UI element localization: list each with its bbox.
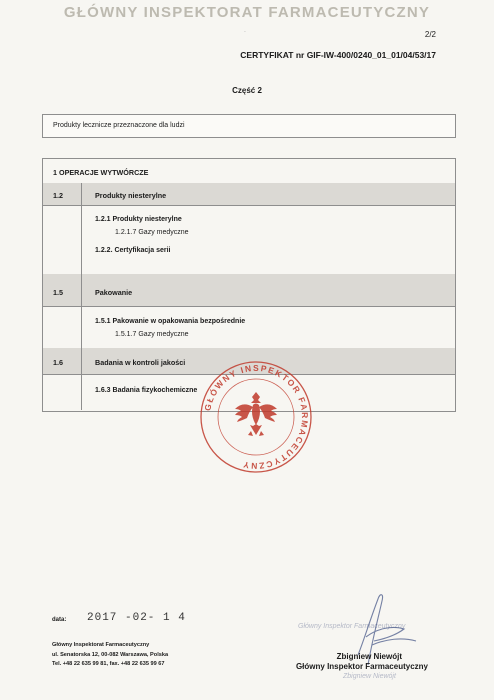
scope-box xyxy=(42,114,456,138)
eagle-emblem-icon xyxy=(235,392,277,436)
row-label: Badania w kontroli jakości xyxy=(95,358,186,367)
table-row-1-5 xyxy=(43,274,455,307)
table-row-1-2 xyxy=(43,183,455,206)
list-item: 1.5.1 Pakowanie w opakowania bezpośrednie xyxy=(95,318,246,325)
list-item: 1.2.2. Certyfikacja serii xyxy=(95,247,171,254)
column-divider xyxy=(81,183,82,205)
certificate-number: CERTYFIKAT nr GIF-IW-400/0240_01_01/04/53/17 xyxy=(240,50,436,60)
row-number: 1.6 xyxy=(53,358,63,367)
scope-text: Produkty lecznicze przeznaczone dla ludzi xyxy=(53,122,185,129)
section-title: 1 OPERACJE WYTWÓRCZE xyxy=(53,168,149,177)
list-item: 1.2.1.7 Gazy medyczne xyxy=(115,229,189,236)
table-row-1-2-details xyxy=(43,205,455,275)
list-item: 1.5.1.7 Gazy medyczne xyxy=(115,331,189,338)
signature-stamp-title: Główny Inspektor Farmaceutyczny xyxy=(298,623,406,630)
page-number: 2/2 xyxy=(424,30,436,39)
institution-header: GŁÓWNY INSPEKTORAT FARMACEUTYCZNY xyxy=(63,4,431,21)
scan-mark: ` xyxy=(244,32,246,38)
date-value: 2017 -02- 1 4 xyxy=(87,612,186,624)
signature-stamp-name: Zbigniew Niewójt xyxy=(343,673,396,680)
section-header-row xyxy=(43,159,455,184)
list-item: 1.2.1 Produkty niesterylne xyxy=(95,216,182,223)
address-line: Główny Inspektorat Farmaceutyczny xyxy=(52,642,150,648)
stamp-ring-text: GŁÓWNY INSPEKTOR FARMACEUTYCZNY xyxy=(202,362,311,472)
issuer-address xyxy=(52,641,168,670)
column-divider xyxy=(81,374,82,410)
signer-title: Główny Inspektor Farmaceutyczny xyxy=(295,662,428,671)
row-number: 1.5 xyxy=(53,288,63,297)
part-heading: Część 2 xyxy=(232,86,262,95)
row-label: Pakowanie xyxy=(95,288,133,297)
address-line: Tel. +48 22 635 99 81, fax. +48 22 635 99 67 xyxy=(52,661,165,667)
column-divider xyxy=(81,306,82,348)
table-row-1-5-details xyxy=(43,306,455,349)
official-stamp xyxy=(196,360,316,475)
row-label: Produkty niesterylne xyxy=(95,191,167,200)
row-number: 1.2 xyxy=(53,191,63,200)
signer-name: Zbigniew Niewójt xyxy=(336,652,402,661)
column-divider xyxy=(81,274,82,306)
date-label: data: xyxy=(52,617,67,623)
list-item: 1.6.3 Badania fizykochemiczne xyxy=(95,387,198,394)
column-divider xyxy=(81,348,82,374)
column-divider xyxy=(81,205,82,274)
address-line: ul. Senatorska 12, 00-082 Warszawa, Polska xyxy=(52,651,169,658)
